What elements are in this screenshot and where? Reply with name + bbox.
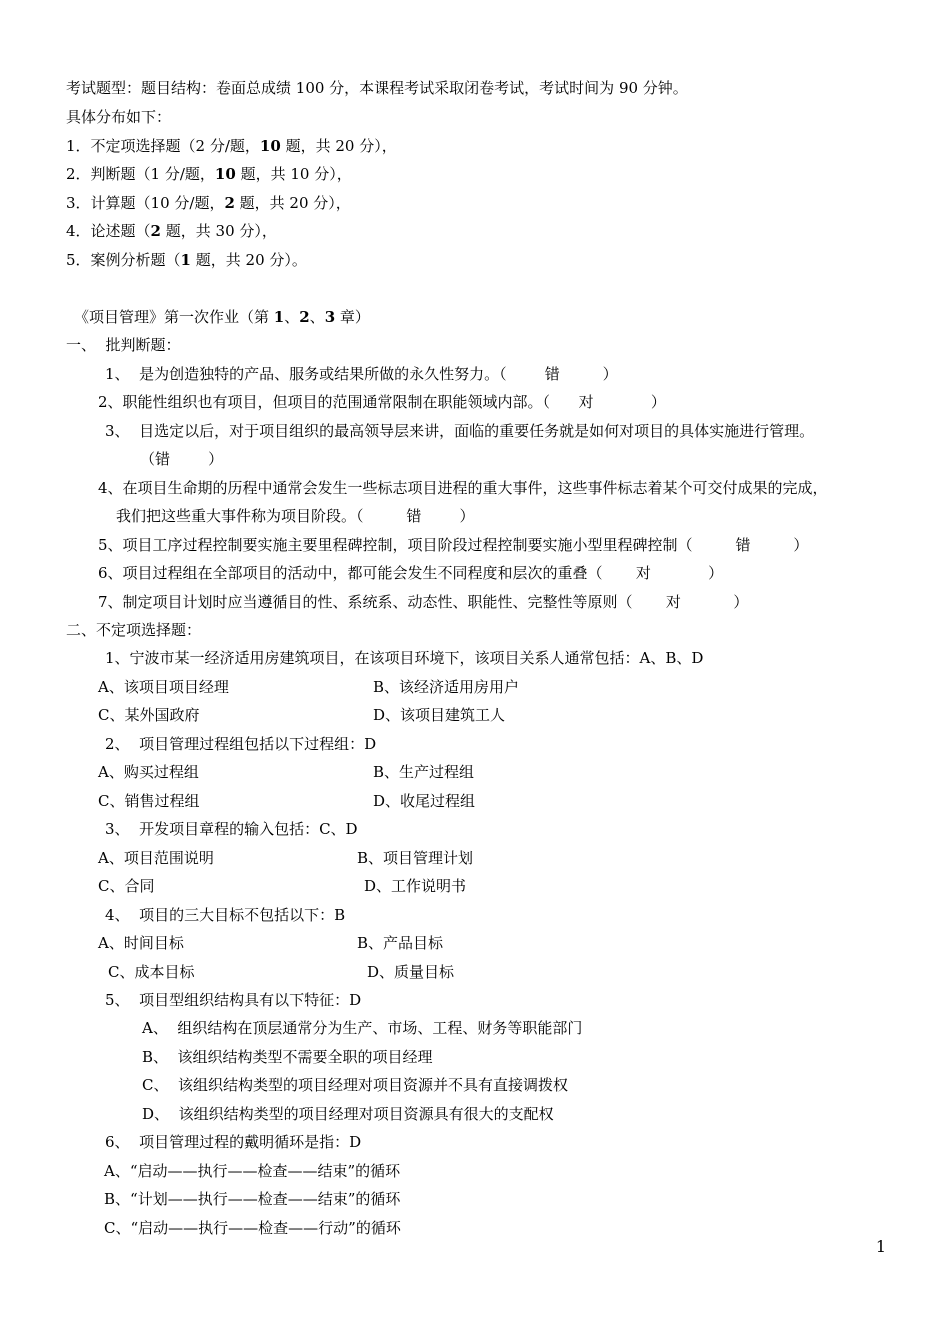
choice-q2-option-d: D、收尾过程组 — [373, 792, 476, 810]
distribution-item-3: 3．计算题（10 分/题，2 题，共 20 分）， — [66, 194, 351, 212]
section1-heading: 一、 批判断题： — [66, 336, 181, 354]
choice-q1-option-b: B、该经济适用房用户 — [373, 678, 520, 696]
choice-q1-option-c: C、某外国政府 — [98, 706, 200, 724]
choice-q5-stem: 5、 项目型组织结构具有以下特征：D — [105, 991, 362, 1009]
choice-q6-option-b: B、“计划——执行——检查——结束”的循环 — [104, 1190, 401, 1208]
choice-q4-stem: 4、 项目的三大目标不包括以下：B — [105, 906, 346, 924]
judgement-item-4-cont: 我们把这些重大事件称为项目阶段。（ 错 ） — [116, 507, 475, 525]
choice-q4-option-c: C、成本目标 — [108, 963, 195, 981]
choice-q2-option-b: B、生产过程组 — [373, 763, 475, 781]
choice-q6-option-a: A、“启动——执行——检查——结束”的循环 — [104, 1162, 401, 1180]
choice-q5-option-c: C、 该组织结构类型的项目经理对项目资源并不具有直接调拨权 — [142, 1076, 569, 1094]
section2-heading: 二、不定项选择题： — [66, 621, 202, 639]
distribution-item-2: 2．判断题（1 分/题，10 题，共 10 分）， — [66, 165, 352, 183]
choice-q1-option-a: A、该项目项目经理 — [98, 678, 229, 696]
judgement-item-4: 4、在项目生命期的历程中通常会发生一些标志项目进程的重大事件，这些事件标志着某个可交付成果的完成， — [98, 479, 828, 497]
choice-q2-stem: 2、 项目管理过程组包括以下过程组：D — [105, 735, 377, 753]
choice-q1-stem: 1、宁波市某一经济适用房建筑项目，在该项目环境下，该项目关系人通常包括：A、B、D — [105, 649, 704, 667]
choice-q3-stem: 3、 开发项目章程的输入包括：C、D — [105, 820, 358, 838]
choice-q3-option-c: C、合同 — [98, 877, 155, 895]
choice-q1-option-d: D、该项目建筑工人 — [373, 706, 506, 724]
distribution-item-5: 5．案例分析题（1 题，共 20 分）。 — [66, 251, 307, 269]
choice-q2-option-c: C、销售过程组 — [98, 792, 200, 810]
choice-q5-option-d: D、 该组织结构类型的项目经理对项目资源具有很大的支配权 — [142, 1105, 554, 1123]
distribution-label: 具体分布如下： — [66, 108, 172, 126]
distribution-item-4: 4．论述题（2 题，共 30 分）， — [66, 222, 277, 240]
choice-q4-option-a: A、时间目标 — [98, 934, 184, 952]
judgement-item-3-answer: （错 ） — [140, 450, 224, 468]
choice-q4-option-b: B、产品目标 — [357, 934, 444, 952]
choice-q3-option-a: A、项目范围说明 — [98, 849, 214, 867]
choice-q6-option-c: C、“启动——执行——检查——行动”的循环 — [104, 1219, 401, 1237]
judgement-item-1: 1、 是为创造独特的产品、服务或结果所做的永久性努力。（ 错 ） — [105, 365, 618, 383]
judgement-item-7: 7、制定项目计划时应当遵循目的性、系统系、动态性、职能性、完整性等原则（ 对 ） — [98, 593, 749, 611]
choice-q6-stem: 6、 项目管理过程的戴明循环是指：D — [105, 1133, 362, 1151]
choice-q4-option-d: D、质量目标 — [367, 963, 455, 981]
exam-format-line: 考试题型：题目结构：卷面总成绩 100 分，本课程考试采取闭卷考试，考试时间为 90 分钟。 — [66, 79, 688, 97]
judgement-item-3: 3、 目选定以后，对于项目组织的最高领导层来讲，面临的重要任务就是如何对项目的具体实施进行管理。 — [105, 422, 815, 440]
assignment-title: 《项目管理》第一次作业（第 1、2、3 章） — [74, 308, 370, 326]
choice-q5-option-b: B、 该组织结构类型不需要全职的项目经理 — [142, 1048, 433, 1066]
judgement-item-5: 5、项目工序过程控制要实施主要里程碑控制，项目阶段过程控制要实施小型里程碑控制（ 错 ） — [98, 536, 809, 554]
judgement-item-6: 6、项目过程组在全部项目的活动中，都可能会发生不同程度和层次的重叠（ 对 ） — [98, 564, 724, 582]
choice-q3-option-d: D、工作说明书 — [364, 877, 467, 895]
judgement-item-2: 2、职能性组织也有项目，但项目的范围通常限制在职能领域内部。（ 对 ） — [98, 393, 666, 411]
choice-q2-option-a: A、购买过程组 — [98, 763, 199, 781]
page-number: 1 — [875, 1237, 886, 1256]
distribution-item-1: 1．不定项选择题（2 分/题，10 题，共 20 分）， — [66, 137, 397, 155]
choice-q5-option-a: A、 组织结构在顶层通常分为生产、市场、工程、财务等职能部门 — [142, 1019, 583, 1037]
choice-q3-option-b: B、项目管理计划 — [357, 849, 474, 867]
